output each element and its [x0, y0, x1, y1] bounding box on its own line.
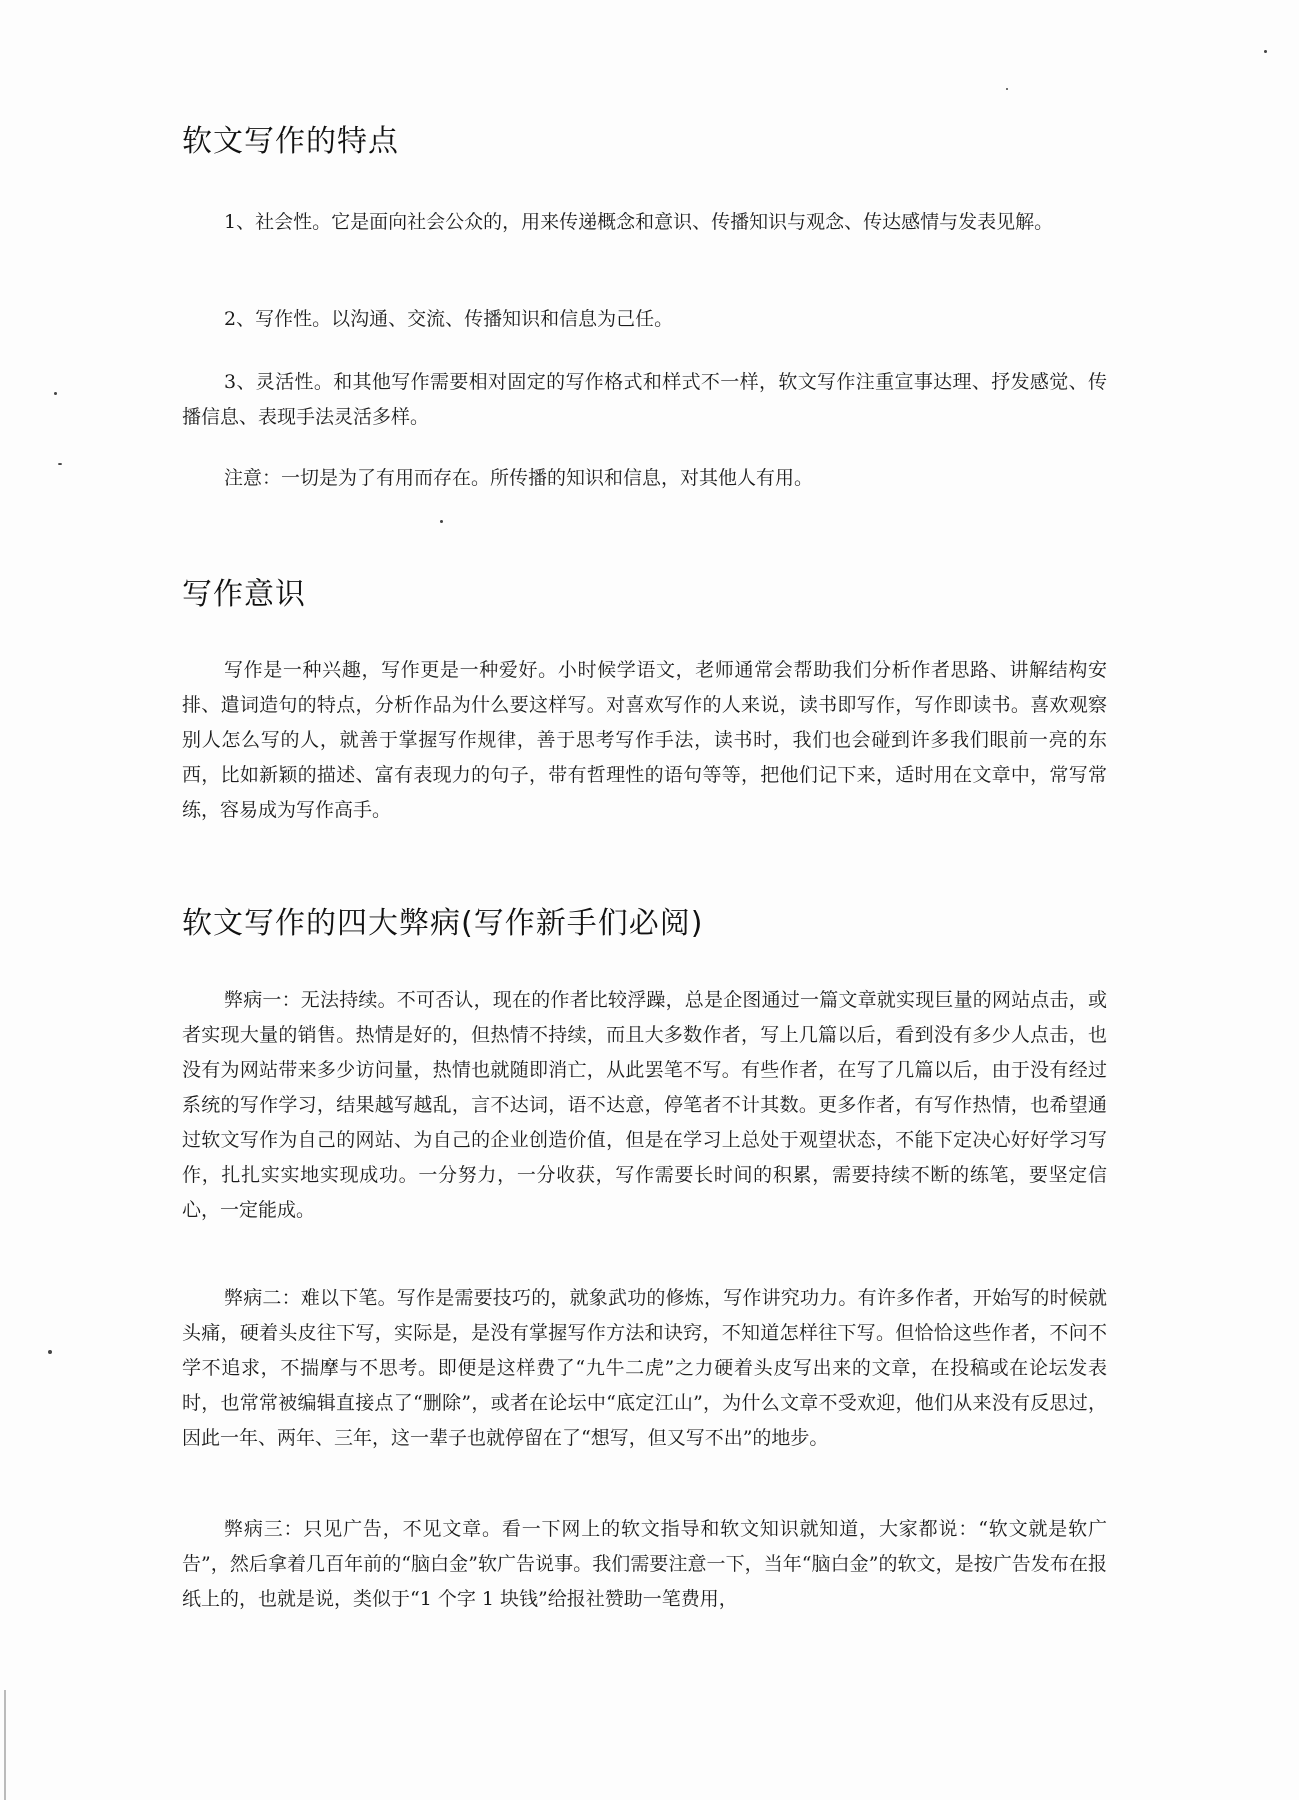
paragraph — [182, 1512, 1107, 1617]
section-four-flaws — [182, 904, 1107, 944]
paragraph — [182, 302, 1107, 337]
paragraph-text: 注意：一切是为了有用而存在。所传播的知识和信息，对其他人有用。 — [224, 467, 814, 489]
paragraph — [182, 461, 1107, 496]
section-heading: 软文写作的特点 — [182, 124, 399, 159]
paragraph — [182, 1281, 1107, 1456]
paragraph-text: 1、社会性。它是面向社会公众的，用来传递概念和意识、传播知识与观念、传达感情与发表见解。 — [224, 211, 1054, 233]
scan-edge-line — [4, 1690, 6, 1800]
section-heading: 写作意识 — [182, 577, 306, 612]
scan-speck — [58, 463, 62, 465]
section-features — [182, 122, 1107, 162]
paragraph-text: 弊病二：难以下笔。写作是需要技巧的，就象武功的修炼，写作讲究功力。有许多作者，开始写的时候就头痛，硬着头皮往下写，实际是，是没有掌握写作方法和诀窍，不知道怎样往下写。但恰恰这些作者，不问不学不追求，不揣摩与不思考。即便是这样费了“九牛二虎”之力硬着头皮写出来的文章，在投稿或在论坛发表时，也常常被编辑直接点了“删除”，或者在论坛中“底定江山”，为什么文章不受欢迎，他们从来没有反思过，因此一年、两年、三年，这一辈子也就停留在了“想写，但又写不出”的地步。 — [182, 1287, 1107, 1449]
paragraph-text: 2、写作性。以沟通、交流、传播知识和信息为己任。 — [224, 308, 674, 330]
paragraph-text: 弊病三：只见广告，不见文章。看一下网上的软文指导和软文知识就知道，大家都说：“软文就是软广告”，然后拿着几百年前的“脑白金”软广告说事。我们需要注意一下，当年“脑白金”的软文，是按广告发布在报纸上的，也就是说，类似于“1 个字 1 块钱”给报社赞助一笔费用， — [182, 1518, 1107, 1610]
paragraph-text: 弊病一：无法持续。不可否认，现在的作者比较浮躁，总是企图通过一篇文章就实现巨量的网站点击，或者实现大量的销售。热情是好的，但热情不持续，而且大多数作者，写上几篇以后，看到没有多少人点击，也没有为网站带来多少访问量，热情也就随即消亡，从此罢笔不写。有些作者，在写了几篇以后，由于没有经过系统的写作学习，结果越写越乱，言不达词，语不达意，停笔者不计其数。更多作者，有写作热情，也希望通过软文写作为自己的网站、为自己的企业创造价值，但是在学习上总处于观望状态，不能下定决心好好学习写作，扎扎实实地实现成功。一分努力，一分收获，写作需要长时间的积累，需要持续不断的练笔，要坚定信心，一定能成。 — [182, 989, 1107, 1221]
scan-speck — [48, 1350, 52, 1354]
paragraph-text: 3、灵活性。和其他写作需要相对固定的写作格式和样式不一样，软文写作注重宣事达理、抒发感觉、传播信息、表现手法灵活多样。 — [182, 371, 1107, 428]
paragraph — [182, 653, 1107, 828]
paragraph-text: 写作是一种兴趣，写作更是一种爱好。小时候学语文，老师通常会帮助我们分析作者思路、讲解结构安排、遣词造句的特点，分析作品为什么要这样写。对喜欢写作的人来说，读书即写作，写作即读书。喜欢观察别人怎么写的人，就善于掌握写作规律，善于思考写作手法，读书时，我们也会碰到许多我们眼前一亮的东西，比如新颖的描述、富有表现力的句子，带有哲理性的语句等等，把他们记下来，适时用在文章中，常写常练，容易成为写作高手。 — [182, 659, 1107, 821]
paragraph — [182, 983, 1107, 1228]
paragraph — [182, 205, 1107, 240]
section-heading: 软文写作的四大弊病(写作新手们必阅) — [182, 906, 704, 941]
scan-speck — [54, 392, 57, 395]
scan-speck — [1006, 88, 1008, 90]
paragraph — [182, 365, 1107, 435]
section-awareness — [182, 575, 1107, 615]
scan-speck — [440, 520, 443, 523]
scan-speck — [1264, 50, 1267, 53]
